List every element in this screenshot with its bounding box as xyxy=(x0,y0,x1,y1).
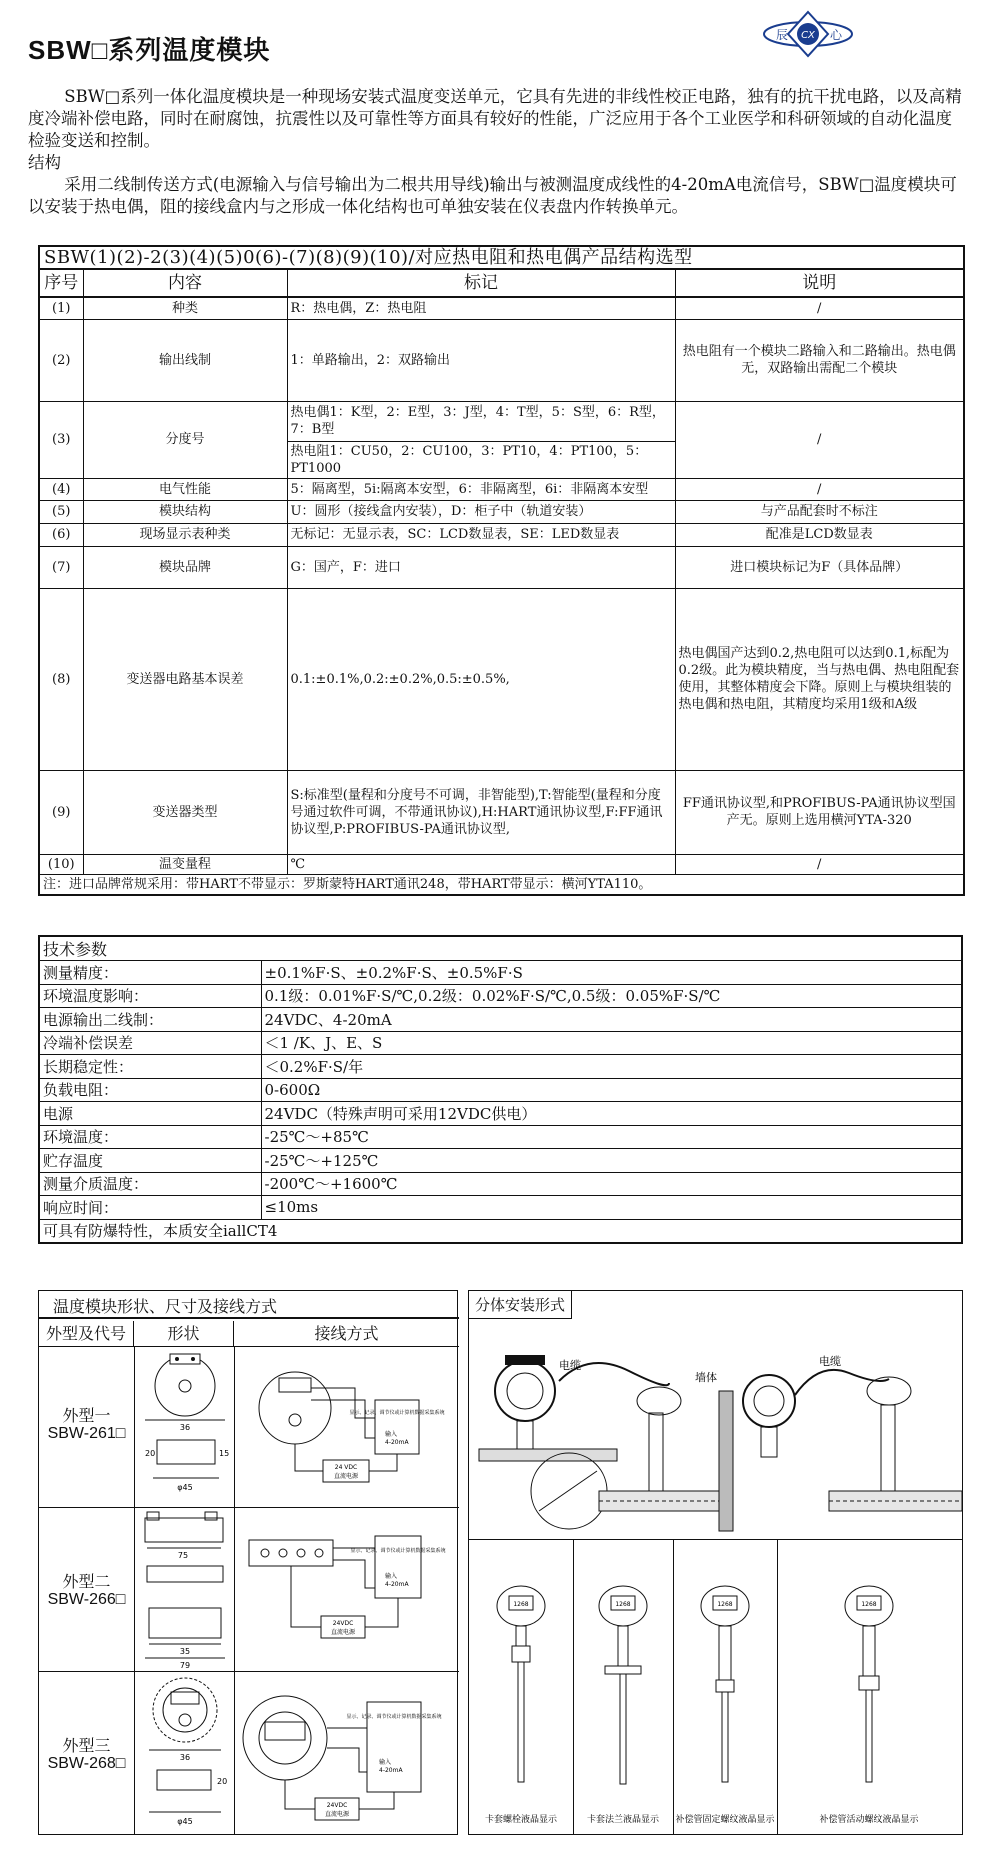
tech-value: -25℃～+85℃ xyxy=(261,1125,962,1149)
page-title: SBW□系列温度模块 xyxy=(28,35,271,65)
row-mark: 1：单路输出，2：双路输出 xyxy=(287,319,675,401)
tech-row xyxy=(39,1196,962,1220)
tech-row xyxy=(39,1172,962,1196)
cable-label: 电缆 xyxy=(559,1359,581,1372)
tech-value: -200℃～+1600℃ xyxy=(261,1172,962,1196)
variant-4 xyxy=(845,1586,893,1782)
row-item: 种类 xyxy=(83,297,287,319)
install-panel xyxy=(468,1290,963,1835)
row-item: 模块结构 xyxy=(83,500,287,523)
shape-drawing-2 xyxy=(135,1508,234,1671)
variant-2 xyxy=(599,1586,647,1784)
shape-drawing-3 xyxy=(135,1672,234,1835)
selection-table xyxy=(38,245,965,896)
shape-code: SBW-268□ xyxy=(47,1755,126,1772)
row-item: 分度号 xyxy=(83,401,287,478)
shape-drawing-1 xyxy=(135,1348,234,1507)
tech-value: 24VDC（特殊声明可采用12VDC供电） xyxy=(261,1102,962,1126)
row-no: (4) xyxy=(39,478,83,500)
table-row xyxy=(39,854,964,874)
dim-label: 15 xyxy=(219,1449,230,1458)
col-header-note: 说明 xyxy=(675,269,964,297)
shape-label: 外型三 xyxy=(62,1736,111,1755)
row-mark: 5：隔离型，5i:隔离本安型，6：非隔离型，6i：非隔离本安型 xyxy=(287,478,675,500)
tech-row xyxy=(39,961,962,985)
wiring-box-text: 显示、记录、调节仪或计算机数据采集系统 xyxy=(346,1714,442,1720)
wiring-power-label: 24VDC xyxy=(326,1802,348,1809)
row-note: FF通讯协议型,和PROFIBUS-PA通讯协议型国产无。原则上选用横河YTA-320 xyxy=(675,770,964,854)
shape-row-label xyxy=(39,1737,134,1773)
row-note: / xyxy=(675,297,964,319)
shapes-col-header-wiring: 接线方式 xyxy=(234,1321,459,1347)
shapes-col-header-shape: 形状 xyxy=(134,1321,234,1347)
tech-params-table xyxy=(38,935,963,1244)
logo-left-char: 辰 xyxy=(776,28,789,42)
tech-value: ±0.1%F·S、±0.2%F·S、±0.5%F·S xyxy=(261,961,962,985)
lcd-text: 1268 xyxy=(861,1601,877,1608)
tech-key: 环境温度影响： xyxy=(39,984,261,1008)
table-row xyxy=(39,401,964,441)
dim-label: 75 xyxy=(177,1551,189,1560)
row-no: (2) xyxy=(39,319,83,401)
selection-caption: SBW(1)(2)-2(3)(4)(5)0(6)-(7)(8)(9)(10)/对应热电阻和热电偶产品结构选型 xyxy=(39,246,964,269)
tech-row xyxy=(39,1031,962,1055)
wiring-diagram-3 xyxy=(235,1672,459,1835)
variant-1 xyxy=(497,1586,545,1782)
row-no: (3) xyxy=(39,401,83,478)
shape-row-label xyxy=(39,1407,134,1443)
row-mark: 热电偶1：K型，2：E型，3：J型，4：T型，5：S型，6：R型，7：B型 xyxy=(287,401,675,441)
tech-heading: 技术参数 xyxy=(39,936,962,961)
wiring-diagram-2 xyxy=(235,1508,459,1671)
wiring-box-text: 显示、记录、调节仪或计算机数据采集系统 xyxy=(350,1548,446,1554)
col-header-mark: 标记 xyxy=(287,269,675,297)
row-item: 变送器类型 xyxy=(83,770,287,854)
tech-key: 电源输出二线制： xyxy=(39,1008,261,1032)
dim-label: 36 xyxy=(179,1423,191,1432)
selection-footnote: 注：进口品牌常规采用：带HART不带显示：罗斯蒙特HART通讯248，带HART带显示：横河YTA110。 xyxy=(39,874,964,895)
dim-label: 36 xyxy=(179,1753,191,1762)
wiring-power-desc: 直流电源 xyxy=(330,1629,356,1636)
row-note: 配准是LCD数显表 xyxy=(675,523,964,546)
row-item: 温变量程 xyxy=(83,854,287,874)
tech-value: 0.1级：0.01%F·S/℃,0.2级：0.02%F·S/℃,0.5级：0.05%F·S/℃ xyxy=(261,984,962,1008)
row-mark: U：圆形（接线盒内安装），D：柜子中（轨道安装） xyxy=(287,500,675,523)
wiring-power-label: 24 VDC xyxy=(334,1464,358,1471)
row-no: (6) xyxy=(39,523,83,546)
tech-key: 测量精度： xyxy=(39,961,261,985)
wiring-power-desc: 直流电源 xyxy=(324,1811,350,1818)
table-row xyxy=(39,770,964,854)
tech-value: ＜0.2%F·S/年 xyxy=(261,1055,962,1079)
tech-row xyxy=(39,1055,962,1079)
install-variants xyxy=(469,1540,962,1835)
row-mark: R：热电偶，Z：热电阻 xyxy=(287,297,675,319)
tech-row xyxy=(39,1078,962,1102)
table-row xyxy=(39,297,964,319)
row-item: 变送器电路基本误差 xyxy=(83,588,287,770)
shape-label: 外型一 xyxy=(62,1406,111,1425)
row-item: 现场显示表种类 xyxy=(83,523,287,546)
tech-key: 环境温度： xyxy=(39,1125,261,1149)
dim-label: 20 xyxy=(217,1777,228,1786)
lcd-text: 1268 xyxy=(615,1601,631,1608)
dim-label: 79 xyxy=(179,1661,191,1670)
row-note: / xyxy=(675,401,964,478)
company-logo xyxy=(760,10,856,58)
col-header-no: 序号 xyxy=(39,269,83,297)
wiring-input-label: 输入 xyxy=(385,1431,398,1438)
wiring-diagram-1 xyxy=(235,1348,459,1507)
tech-row xyxy=(39,1102,962,1126)
wiring-power-desc: 直流电源 xyxy=(333,1473,359,1480)
table-row xyxy=(39,523,964,546)
row-no: (5) xyxy=(39,500,83,523)
table-row xyxy=(39,319,964,401)
row-no: (7) xyxy=(39,546,83,588)
variant-caption: 卡套法兰液晶显示 xyxy=(586,1815,660,1825)
variant-3 xyxy=(701,1586,749,1782)
wiring-power-label: 24VDC xyxy=(332,1620,354,1627)
row-note: 与产品配套时不标注 xyxy=(675,500,964,523)
cable-label: 电缆 xyxy=(819,1355,841,1368)
row-mark: G：国产，F：进口 xyxy=(287,546,675,588)
tech-row xyxy=(39,1125,962,1149)
lcd-text: 1268 xyxy=(513,1601,529,1608)
tech-key: 冷端补偿误差 xyxy=(39,1031,261,1055)
row-item: 输出线制 xyxy=(83,319,287,401)
row-item: 模块品牌 xyxy=(83,546,287,588)
row-mark: ℃ xyxy=(287,854,675,874)
dim-label: 35 xyxy=(179,1647,191,1656)
tech-key: 电源 xyxy=(39,1102,261,1126)
variant-caption: 补偿管活动螺纹液晶显示 xyxy=(819,1815,919,1825)
row-mark: 0.1:±0.1%,0.2:±0.2%,0.5:±0.5%, xyxy=(287,588,675,770)
tech-row xyxy=(39,984,962,1008)
intro-paragraph: SBW□系列一体化温度模块是一种现场安装式温度变送单元，它具有先进的非线性校正电路，独有的抗干扰电路，以及高精度冷端补偿电路，同时在耐腐蚀，抗震性以及可靠性等方面具有较好的性能，广泛应用于各个工业医学和科研领域的自动化温度检验变送和控制。 xyxy=(28,87,962,150)
col-header-content: 内容 xyxy=(83,269,287,297)
shape-code: SBW-261□ xyxy=(47,1425,126,1442)
tech-value: 24VDC、4-20mA xyxy=(261,1008,962,1032)
row-note: 进口模块标记为F（具体品牌） xyxy=(675,546,964,588)
table-row xyxy=(39,478,964,500)
shape-label: 外型二 xyxy=(62,1572,111,1591)
shape-code: SBW-266□ xyxy=(47,1591,126,1608)
row-no: (8) xyxy=(39,588,83,770)
tech-key: 响应时间： xyxy=(39,1196,261,1220)
shapes-panel xyxy=(38,1290,458,1835)
tech-key: 贮存温度 xyxy=(39,1149,261,1173)
structure-paragraph: 采用二线制传送方式(电源输入与信号输出为二根共用导线)输出与被测温度成线性的4-20mA电流信号，SBW□温度模块可以安装于热电偶，阻的接线盒内与之形成一体化结构也可单独安装在仪表盘内作转换单元。 xyxy=(28,175,957,216)
dim-label: 20 xyxy=(145,1449,156,1458)
tech-value: ≤10ms xyxy=(261,1196,962,1220)
table-row xyxy=(39,500,964,523)
wiring-input-label: 输入 xyxy=(379,1759,392,1766)
tech-key: 负载电阻： xyxy=(39,1078,261,1102)
dim-label: φ45 xyxy=(177,1483,193,1492)
table-row xyxy=(39,588,964,770)
wiring-input-label: 输入 xyxy=(385,1573,398,1580)
tech-value: -25℃～+125℃ xyxy=(261,1149,962,1173)
row-note: / xyxy=(675,854,964,874)
row-mark: S:标准型(量程和分度号不可调，非智能型),T:智能型(量程和分度号通过软件可调，不带通讯协议),H:HART通讯协议型,F:FF通讯协议型,P:PROFIBUS-PA通讯协议型, xyxy=(287,770,675,854)
wall-label: 墙体 xyxy=(695,1371,717,1384)
tech-key: 长期稳定性： xyxy=(39,1055,261,1079)
wiring-input-range: 4-20mA xyxy=(385,1581,409,1588)
wiring-input-range: 4-20mA xyxy=(385,1439,409,1446)
wiring-input-range: 4-20mA xyxy=(379,1767,403,1774)
tech-value: 0-600Ω xyxy=(261,1078,962,1102)
tech-row xyxy=(39,1149,962,1173)
row-note: 热电阻有一个模块二路输入和二路输出。热电偶无，双路输出需配二个模块 xyxy=(675,319,964,401)
shapes-col-header-code: 外型及代号 xyxy=(39,1321,134,1347)
row-no: (1) xyxy=(39,297,83,319)
section-heading-structure: 结构 xyxy=(28,153,61,172)
shapes-heading: 温度模块形状、尺寸及接线方式 xyxy=(39,1291,459,1319)
row-no: (10) xyxy=(39,854,83,874)
logo-right-char: 心 xyxy=(830,28,843,42)
intro xyxy=(28,86,968,218)
install-heading: 分体安装形式 xyxy=(469,1291,572,1319)
tech-value: ＜1 /K、J、E、S xyxy=(261,1031,962,1055)
table-row xyxy=(39,546,964,588)
row-no: (9) xyxy=(39,770,83,854)
variant-caption: 补偿管固定螺纹液晶显示 xyxy=(675,1815,775,1825)
row-mark: 无标记：无显示表，SC：LCD数显表，SE：LED数显表 xyxy=(287,523,675,546)
row-note: 热电偶国产达到0.2,热电阻可以达到0.1,标配为0.2级。此为模块精度，当与热电偶、热电阻配套使用，其整体精度会下降。原则上与模块组装的热电偶和热电阻，其精度均采用1级和A级 xyxy=(675,588,964,770)
tech-key: 测量介质温度： xyxy=(39,1172,261,1196)
row-item: 电气性能 xyxy=(83,478,287,500)
logo-mid-text: CX xyxy=(801,30,815,41)
tech-footer: 可具有防爆特性，本质安全iallCT4 xyxy=(39,1219,962,1243)
row-note: / xyxy=(675,478,964,500)
install-drawing-top xyxy=(469,1321,962,1536)
tech-row xyxy=(39,1008,962,1032)
shape-row-label xyxy=(39,1573,134,1609)
row-mark-secondary: 热电阻1：CU50，2：CU100，3：PT10，4：PT100，5：PT1000 xyxy=(287,441,675,478)
variant-caption: 卡套螺栓液晶显示 xyxy=(484,1815,558,1825)
wiring-box-text: 显示、记录、调节仪或计算机数据采集系统 xyxy=(349,1410,445,1416)
dim-label: φ45 xyxy=(177,1817,193,1826)
lcd-text: 1268 xyxy=(717,1601,733,1608)
